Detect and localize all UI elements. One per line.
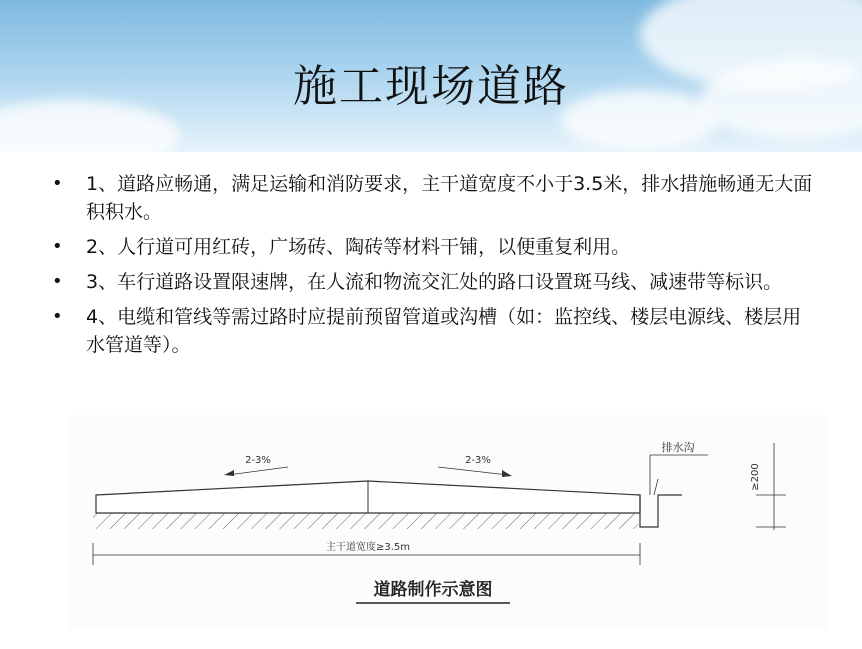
slope-left-label: 2-3% — [245, 455, 271, 466]
slide-title: 施工现场道路 — [293, 61, 569, 112]
slope-arrow-left — [228, 467, 288, 475]
road-diagram — [68, 415, 828, 630]
bullet-text: 1、道路应畅通，满足运输和消防要求，主干道宽度不小于3.5米，排水措施畅通无大面积积水。 — [86, 173, 813, 223]
bullet-text: 3、车行道路设置限速牌，在人流和物流交汇处的路口设置斑马线、减速带等标识。 — [86, 271, 783, 293]
bullet-item — [50, 268, 820, 296]
drain-ditch — [640, 495, 682, 527]
road-diagram-svg — [68, 415, 828, 630]
drain-label: 排水沟 — [661, 441, 695, 454]
width-label: 主干道宽度≥3.5m — [325, 542, 411, 553]
bullet-text: 2、人行道可用红砖，广场砖、陶砖等材料干铺，以便重复利用。 — [86, 236, 631, 258]
bullet-text: 4、电缆和管线等需过路时应提前预留管道或沟槽（如：监控线、楼层电源线、楼层用水管道等）。 — [86, 306, 802, 356]
bullet-marker: • — [52, 306, 63, 327]
height-label: ≥200 — [750, 463, 761, 491]
ground-hatch — [93, 513, 638, 529]
bullet-marker: • — [52, 271, 63, 292]
bullet-list — [50, 170, 820, 366]
diagram-caption: 道路制作示意图 — [373, 580, 493, 600]
bullet-item — [50, 233, 820, 261]
bullet-item — [50, 303, 820, 359]
bullet-item — [50, 170, 820, 226]
slope-right-label: 2-3% — [465, 455, 491, 466]
bullet-marker: • — [52, 173, 63, 194]
slope-arrow-right — [438, 467, 508, 475]
bullet-marker: • — [52, 236, 63, 257]
